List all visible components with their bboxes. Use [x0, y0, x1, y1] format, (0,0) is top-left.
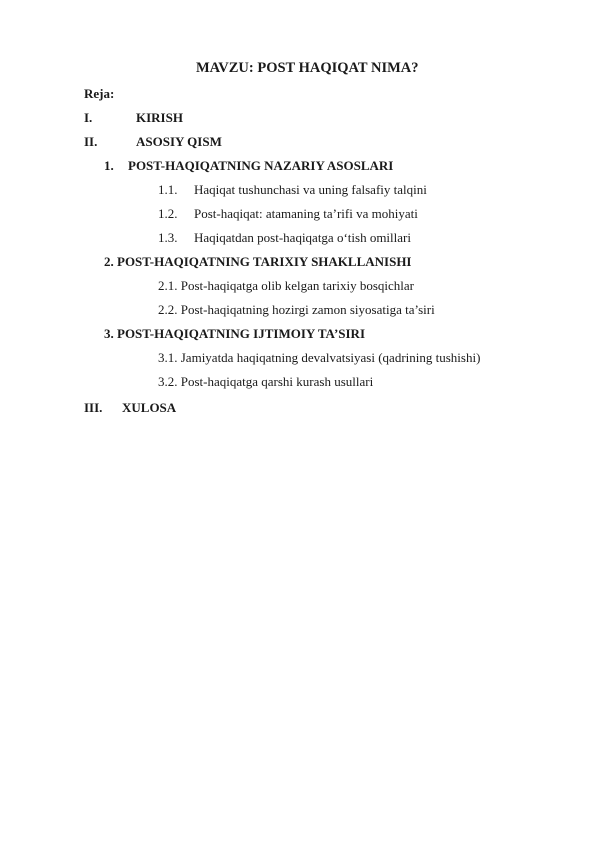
- section-heading-introduction: KIRISH: [136, 110, 183, 125]
- chapter-number: 1.: [104, 158, 114, 173]
- subsection-item: 3.1. Jamiyatda haqiqatning devalvatsiyasi (qadrining tushishi): [158, 350, 481, 365]
- page-title: MAVZU: POST HAQIQAT NIMA?: [196, 60, 419, 76]
- chapter-heading-3: 3. POST-HAQIQATNING IJTIMOIY TA’SIRI: [104, 326, 366, 341]
- section-number: II.: [84, 134, 98, 149]
- section-heading-main: ASOSIY QISM: [136, 134, 222, 149]
- subsection-item: 3.2. Post-haqiqatga qarshi kurash usullari: [158, 374, 374, 389]
- subsection-number: 1.1.: [158, 182, 178, 197]
- section-heading-conclusion: XULOSA: [122, 400, 177, 415]
- subsection-item: Haqiqat tushunchasi va uning falsafiy talqini: [194, 182, 427, 197]
- chapter-heading-2: 2. POST-HAQIQATNING TARIXIY SHAKLLANISHI: [104, 254, 412, 269]
- subsection-number: 1.3.: [158, 230, 178, 245]
- section-number: III.: [84, 400, 103, 415]
- subsection-item: Haqiqatdan post-haqiqatga o‘tish omillari: [194, 230, 411, 245]
- section-number: I.: [84, 110, 93, 125]
- subsection-number: 1.2.: [158, 206, 178, 221]
- subsection-item: Post-haqiqat: atamaning ta’rifi va mohiyati: [194, 206, 418, 221]
- plan-label: Reja:: [84, 86, 115, 101]
- subsection-item: 2.2. Post-haqiqatning hozirgi zamon siyosatiga ta’siri: [158, 302, 435, 317]
- chapter-heading-1: POST-HAQIQATNING NAZARIY ASOSLARI: [128, 158, 394, 173]
- subsection-item: 2.1. Post-haqiqatga olib kelgan tarixiy bosqichlar: [158, 278, 414, 293]
